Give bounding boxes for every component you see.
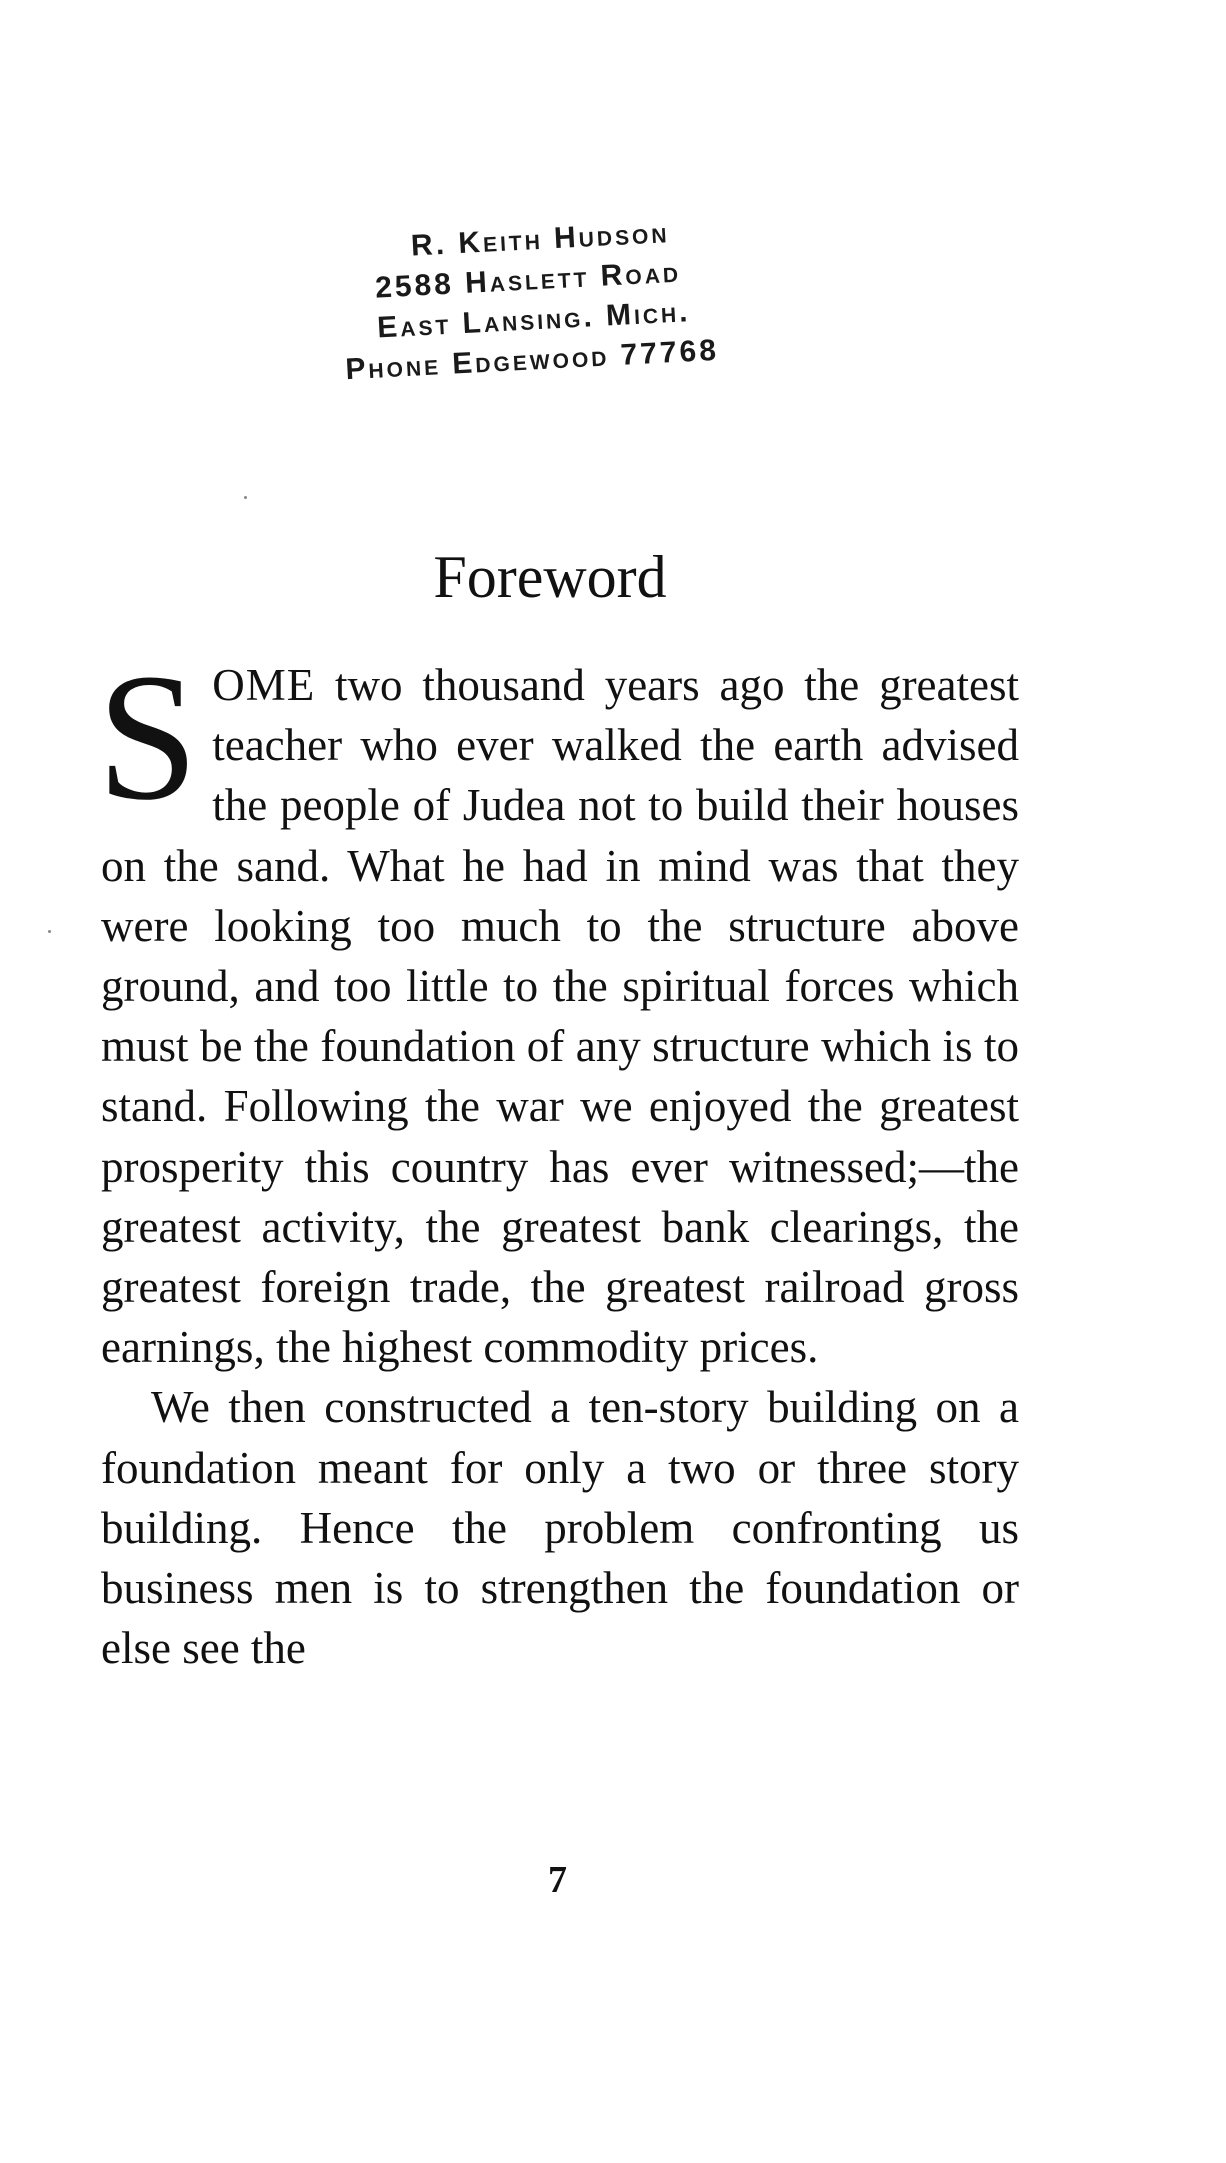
page-number: 7 <box>548 1859 567 1901</box>
paragraph-2 <box>101 1377 1019 1678</box>
foreword-body <box>97 637 1019 1678</box>
paragraph-1-text: two thousand years ago the greatest teacher who ever walked the earth advised the people of Judea not to build their houses on the sand. What he had in mind was that they were looking too much to the structure above ground, and too little to the spiritual forces which must be the foundation of any structure which is to stand. Following the war we enjoyed the greatest prosperity this country has ever witnessed;—the greatest activity, the greatest bank clearings, the greatest foreign trade, the greatest railroad gross earnings, the highest commodity prices. <box>101 660 1019 1373</box>
scan-speck <box>48 930 51 933</box>
paragraph-2-text: We then constructed a ten-story building on a foundation meant for only a two or three story building. Hence the problem confronting us business men is to strengthen the foundation or else see the <box>101 1382 1019 1674</box>
lead-word: OME <box>212 660 316 710</box>
paragraph-1 <box>97 637 1019 1377</box>
scan-speck <box>244 496 247 499</box>
stamp-city: East Lansing. Mich. <box>376 295 692 345</box>
stamp-phone: Phone Edgewood 77768 <box>344 333 720 387</box>
stamp-street: 2588 Haslett Road <box>374 255 682 305</box>
drop-cap: S <box>97 637 199 838</box>
address-stamp <box>328 201 856 398</box>
stamp-name: R. Keith Hudson <box>410 216 671 263</box>
page-title: Foreword <box>433 544 667 610</box>
